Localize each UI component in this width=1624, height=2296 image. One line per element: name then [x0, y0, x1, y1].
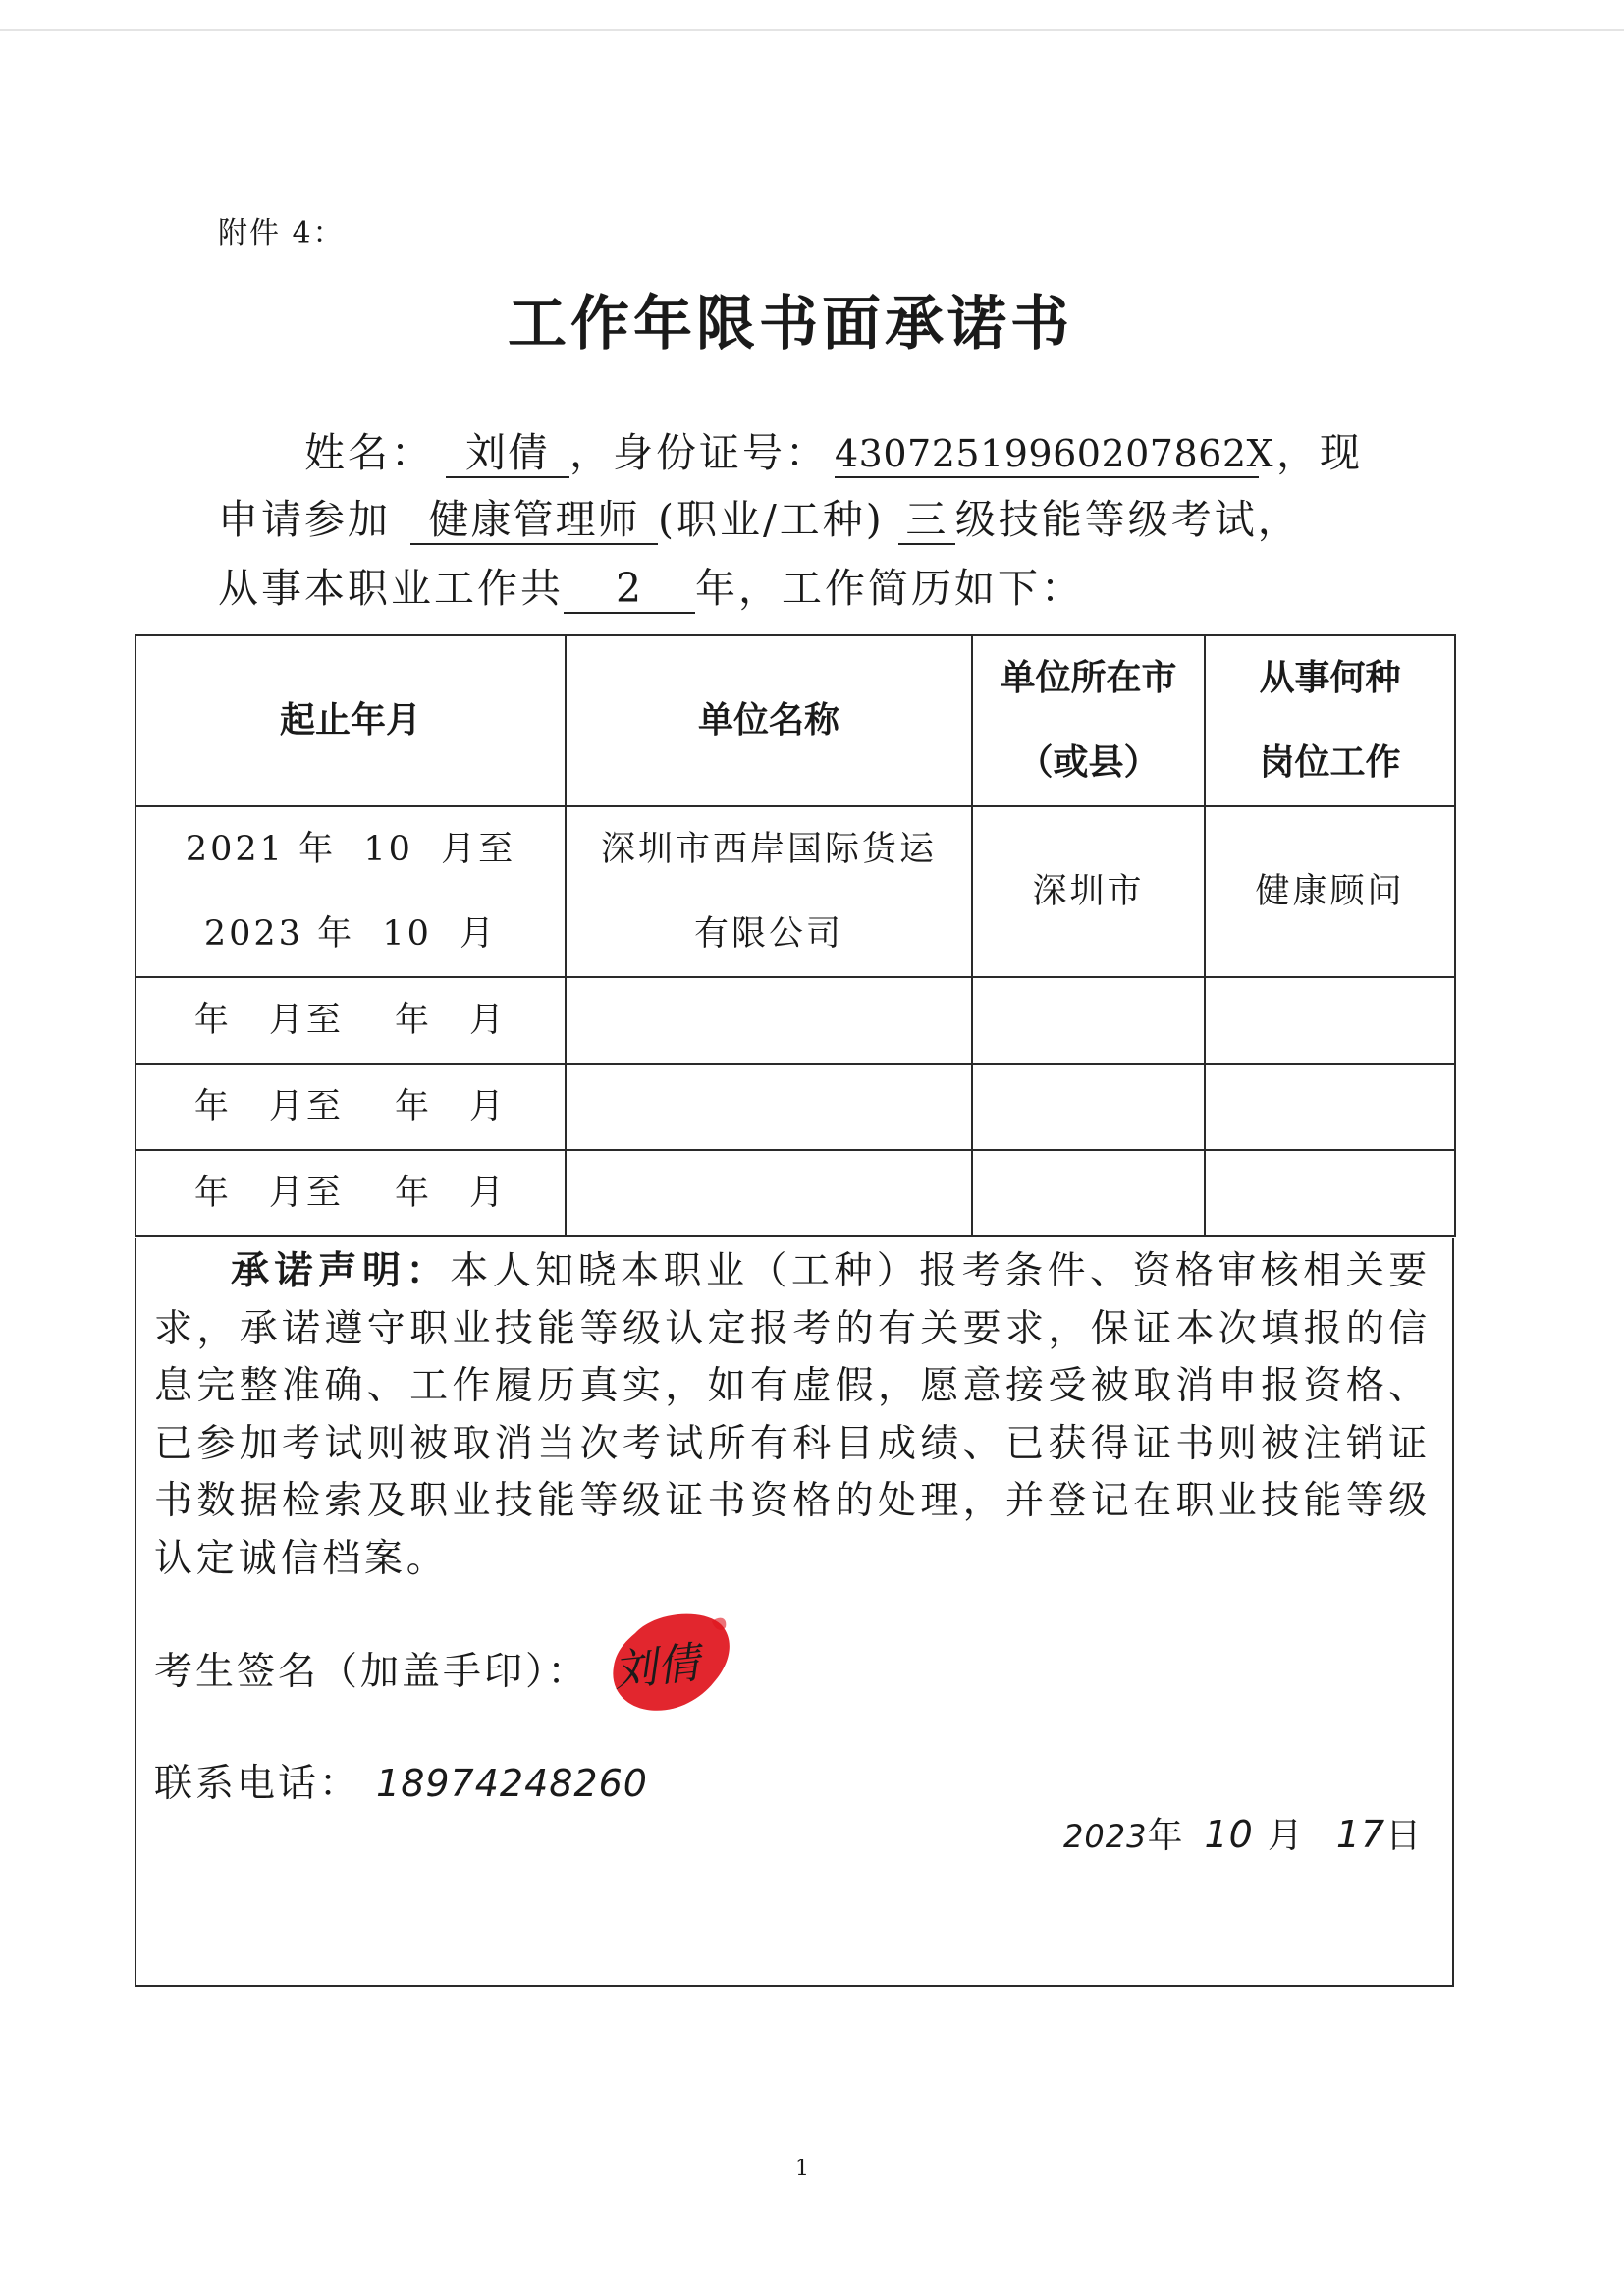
id-number-field: 43072519960207862X	[835, 433, 1259, 478]
date-month: 10	[1204, 1813, 1254, 1856]
pledge-heading: 承诺声明：	[231, 1248, 451, 1293]
name-field: 刘倩	[446, 430, 569, 478]
table-row	[135, 1150, 1455, 1236]
position-cell: 健康顾问	[1205, 806, 1455, 977]
header-city-line2: （或县）	[1017, 742, 1160, 783]
company-cell	[566, 1150, 972, 1236]
header-position-line2: 岗位工作	[1259, 742, 1401, 783]
intro-line-3	[218, 556, 1084, 614]
signature-handwritten: 刘倩	[611, 1637, 703, 1697]
header-position	[1205, 635, 1455, 806]
header-city	[972, 635, 1205, 806]
header-city-line1: 单位所在市	[1000, 658, 1177, 698]
table-header-row	[135, 635, 1455, 806]
period-cell: 年 月至 年 月	[135, 1150, 566, 1236]
company-line2: 有限公司	[693, 914, 843, 954]
date-day-unit: 日	[1385, 1816, 1422, 1856]
intro-line-1	[304, 420, 1363, 478]
company-line1: 深圳市西岸国际货运	[600, 830, 937, 869]
phone-row	[154, 1753, 648, 1808]
phone-label: 联系电话：	[154, 1762, 361, 1806]
page-number: 1	[795, 2157, 809, 2181]
city-cell	[972, 977, 1205, 1064]
occupation-field: 健康管理师	[410, 497, 658, 545]
apply-label: 申请参加	[218, 496, 391, 543]
signature-row	[154, 1641, 589, 1696]
pledge-statement	[154, 1242, 1431, 1588]
work-history-table	[135, 634, 1456, 1237]
city-cell: 深圳市	[972, 806, 1205, 977]
position-cell	[1205, 977, 1455, 1064]
pledge-body: 本人知晓本职业（工种）报考条件、资格审核相关要求，承诺遵守职业技能等级认定报考的有关要求，保证本次填报的信息完整准确、工作履历真实，如有虚假，愿意接受被取消申报资格、已参加考试则被取消当次考试所有科目成绩、已获得证书则被注销证书数据检索及职业技能等级证书资格的处理，并登记在职业技能等级认定诚信档案。	[154, 1249, 1431, 1581]
period-cell	[135, 806, 566, 977]
name-label: 姓名：	[304, 429, 434, 476]
level-suffix: 级技能等级考试，	[954, 496, 1301, 543]
table-row	[135, 806, 1455, 977]
company-cell	[566, 1064, 972, 1150]
date-year: 2023	[1063, 1818, 1148, 1855]
period-cell: 年 月至 年 月	[135, 977, 566, 1064]
header-period: 起止年月	[135, 635, 566, 806]
years-field: 2	[564, 566, 695, 614]
level-field: 三	[898, 497, 955, 545]
date-month-unit: 月	[1267, 1816, 1303, 1856]
company-cell	[566, 806, 972, 977]
id-label: ，身份证号：	[569, 429, 829, 476]
intro-line-2	[218, 487, 1301, 545]
city-cell	[972, 1064, 1205, 1150]
position-cell	[1205, 1150, 1455, 1236]
position-cell	[1205, 1064, 1455, 1150]
id-suffix: ，现	[1276, 429, 1363, 476]
period-cell: 年 月至 年 月	[135, 1064, 566, 1150]
table-row	[135, 1064, 1455, 1150]
city-cell	[972, 1150, 1205, 1236]
document-title: 工作年限书面承诺书	[508, 290, 1073, 358]
date-row	[1063, 1808, 1421, 1858]
signature-label: 考生签名（加盖手印）：	[154, 1650, 589, 1694]
date-year-unit: 年	[1147, 1816, 1183, 1856]
years-label: 从事本职业工作共	[218, 565, 564, 612]
scan-top-edge	[0, 29, 1624, 31]
years-suffix: 年，工作简历如下：	[695, 565, 1084, 612]
occupation-suffix: (职业/工种)	[658, 496, 885, 543]
company-cell	[566, 977, 972, 1064]
annex-label: 附件 4：	[218, 216, 345, 250]
header-company: 单位名称	[566, 635, 972, 806]
pledge-box	[135, 1238, 1454, 1987]
period-start: 2021 年 10 月至	[185, 830, 516, 869]
phone-value: 18974248260	[376, 1762, 648, 1805]
table-row	[135, 977, 1455, 1064]
header-position-line1: 从事何种	[1259, 658, 1401, 698]
fingerprint-seal	[596, 1604, 743, 1731]
period-end: 2023 年 10 月	[203, 914, 498, 954]
date-day: 17	[1335, 1813, 1386, 1856]
